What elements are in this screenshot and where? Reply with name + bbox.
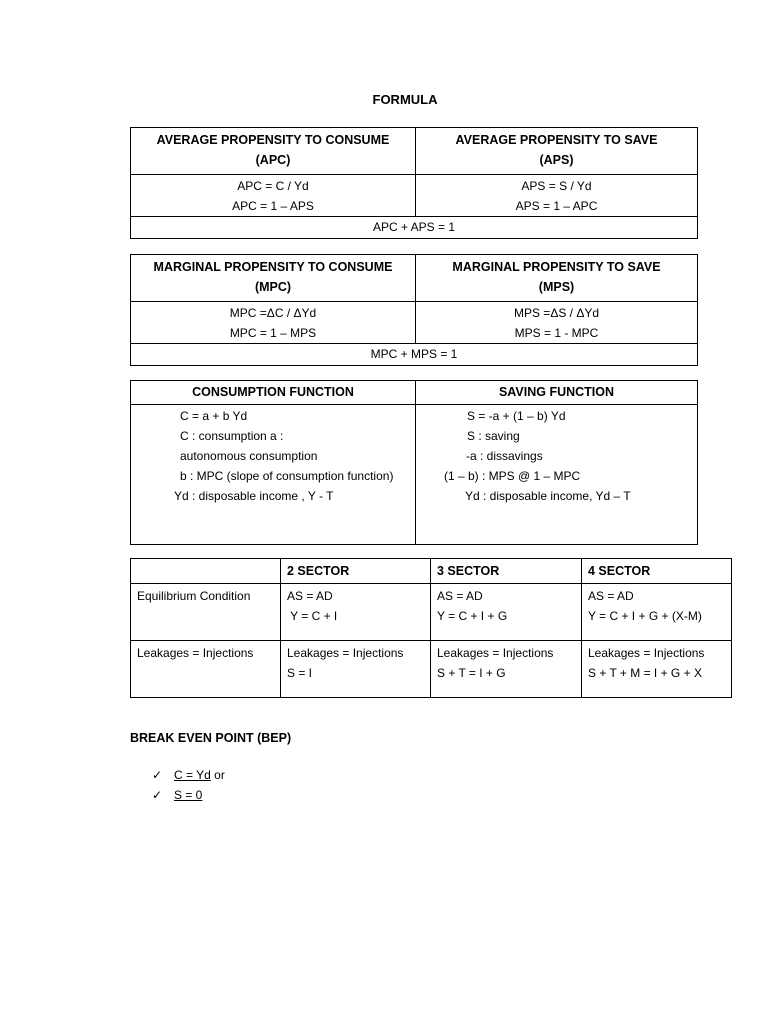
list-item: ✓ S = 0 bbox=[152, 785, 225, 805]
sector-header-2: 2 SECTOR bbox=[281, 559, 431, 584]
check-icon: ✓ bbox=[152, 768, 163, 782]
table-cell: Leakages = Injections S + T = I + G bbox=[431, 641, 582, 698]
sector-table bbox=[130, 558, 732, 698]
saving-function-body: S = -a + (1 – b) Yd S : saving -a : dissavings (1 – b) : MPS @ 1 – MPC Yd : disposable income, Yd – T bbox=[416, 405, 698, 545]
table-cell: AS = AD Y = C + I + G + (X-M) bbox=[582, 584, 732, 641]
bep-list bbox=[152, 765, 225, 805]
mps-header: MARGINAL PROPENSITY TO SAVE (MPS) bbox=[416, 255, 698, 302]
average-propensity-table bbox=[130, 127, 698, 239]
table-row bbox=[131, 584, 732, 641]
apc-aps-identity: APC + APS = 1 bbox=[131, 217, 698, 239]
consumption-function-body: C = a + b Yd C : consumption a : autonomous consumption b : MPC (slope of consumption function) Yd : disposable income , Y - T bbox=[131, 405, 416, 545]
bep-title: BREAK EVEN POINT (BEP) bbox=[130, 731, 292, 745]
row-label: Leakages = Injections bbox=[131, 641, 281, 698]
aps-header: AVERAGE PROPENSITY TO SAVE (APS) bbox=[416, 128, 698, 175]
sector-header-3: 3 SECTOR bbox=[431, 559, 582, 584]
list-item: ✓ C = Yd or bbox=[152, 765, 225, 785]
mpc-mps-identity: MPC + MPS = 1 bbox=[131, 344, 698, 366]
apc-formulas: APC = C / Yd APC = 1 – APS bbox=[131, 175, 416, 217]
marginal-propensity-table bbox=[130, 254, 698, 366]
function-table bbox=[130, 380, 698, 545]
check-icon: ✓ bbox=[152, 788, 163, 802]
table-row bbox=[131, 641, 732, 698]
mpc-formulas: MPC =ΔC / ΔYd MPC = 1 – MPS bbox=[131, 302, 416, 344]
table-cell: Leakages = Injections S = I bbox=[281, 641, 431, 698]
aps-formulas: APS = S / Yd APS = 1 – APC bbox=[416, 175, 698, 217]
page-title: FORMULA bbox=[372, 92, 438, 107]
sector-header-4: 4 SECTOR bbox=[582, 559, 732, 584]
table-cell: AS = AD Y = C + I + G bbox=[431, 584, 582, 641]
apc-header: AVERAGE PROPENSITY TO CONSUME (APC) bbox=[131, 128, 416, 175]
row-label: Equilibrium Condition bbox=[131, 584, 281, 641]
table-cell: AS = AD Y = C + I bbox=[281, 584, 431, 641]
table-cell: Leakages = Injections S + T + M = I + G + X bbox=[582, 641, 732, 698]
saving-function-header: SAVING FUNCTION bbox=[416, 381, 698, 405]
sector-header-blank bbox=[131, 559, 281, 584]
mpc-header: MARGINAL PROPENSITY TO CONSUME (MPC) bbox=[131, 255, 416, 302]
consumption-function-header: CONSUMPTION FUNCTION bbox=[131, 381, 416, 405]
mps-formulas: MPS =ΔS / ΔYd MPS = 1 - MPC bbox=[416, 302, 698, 344]
